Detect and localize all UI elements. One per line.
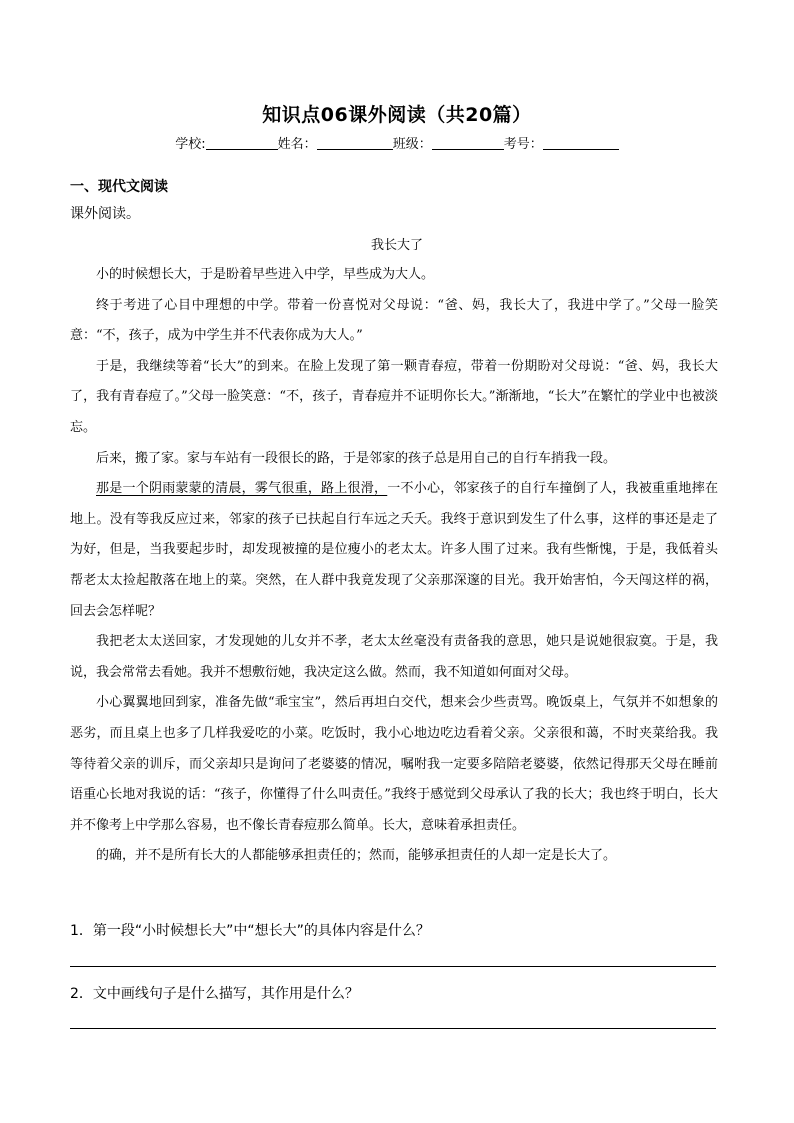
answer-line-1[interactable]: [70, 966, 716, 967]
section-heading: 一、现代文阅读: [70, 179, 168, 195]
section-instruction: 课外阅读。: [70, 206, 140, 222]
passage-paragraph: 于是，我继续等着“长大”的到来。在脸上发现了第一颗青春痘，带着一份期盼对父母说：“爸、妈，我长大了，我有青春痘了。”父母一脸笑意：“不，孩子，青春痘并不证明你长大。”渐渐地，“长大”在繁忙的学业中也被淡忘。: [70, 358, 718, 435]
school-field[interactable]: [206, 136, 278, 150]
passage-body: [70, 260, 718, 872]
passage-paragraph: 小的时候想长大，于是盼着早些进入中学，早些成为大人。: [96, 267, 435, 282]
class-field[interactable]: [432, 136, 504, 150]
passage-paragraph: 的确，并不是所有长大的人都能够承担责任的；然而，能够承担责任的人却一定是长大了。: [96, 848, 617, 864]
passage-paragraph: 后来，搬了家。家与车站有一段很长的路，于是邻家的孩子总是用自己的自行车捎我一段。: [96, 450, 617, 466]
passage-title: 我长大了: [370, 238, 423, 253]
passage-paragraph: 我把老太太送回家，才发现她的儿女并不孝，老太太丝毫没有责备我的意思，她只是说她很寂寞。于是，我说，我会常常去看她。我并不想敷衍她，我决定这么做。然而，我不知道如何面对父母。: [70, 634, 718, 680]
exam-number-field[interactable]: [543, 136, 619, 150]
paragraph-rest: 一不小心，邻家孩子的自行车撞倒了人，我被重重地摔在地上。没有等我反应过来，邻家的孩子已扶起自行车远之夭夭。我终于意识到发生了什么事，这样的事还是走了为好，但是，当我要起步时，却发现被撞的是位瘦小的老太太。许多人围了过来。我有些惭愧，于是，我低着头帮老太太捡起散落在地上的菜。突然，在人群中我竟发现了父亲那深邃的目光。我开始害怕，今天闯这样的祸，回去会怎样呢？: [70, 481, 718, 619]
name-label: 姓名：: [277, 137, 317, 152]
underlined-sentence: 那是一个阴雨蒙蒙的清晨，雾气很重，路上很滑，: [96, 481, 388, 497]
school-label: 学校:: [175, 137, 206, 152]
exam-number-label: 考号：: [503, 137, 543, 152]
passage-paragraph: 终于考进了心目中理想的中学。带着一份喜悦对父母说：“爸、妈，我长大了，我进中学了。”父母一脸笑意：“不，孩子，成为中学生并不代表你成为大人。”: [70, 297, 718, 344]
answer-line-2[interactable]: [70, 1028, 716, 1029]
class-label: 班级：: [392, 137, 432, 152]
question-2: 2．文中画线句子是什么描写，其作用是什么？: [70, 986, 359, 1002]
passage-paragraph: [70, 474, 718, 627]
passage-paragraph: 小心翼翼地回到家，准备先做“乖宝宝”，然后再坦白交代，想来会少些责骂。晚饭桌上，气氛并不如想象的恶劣，而且桌上也多了几样我爱吃的小菜。吃饭时，我小心地边吃边看着父亲。父亲很和蔼，不时夹菜给我。我等待着父亲的训斥，而父亲却只是询问了老婆婆的情况，嘱咐我一定要多陪陪老婆婆，依然记得那天父母在睡前语重心长地对我说的话：“孩子，你懂得了什么叫责任。”我终于感觉到父母承认了我的长大；我也终于明白，长大并不像考上中学那么容易，也不像长青春痘那么简单。长大，意味着承担责任。: [70, 695, 718, 833]
student-info-line: [0, 133, 794, 152]
question-1: 1．第一段“小时候想长大”中“想长大”的具体内容是什么？: [70, 923, 430, 939]
document-title: 知识点06课外阅读（共20篇）: [262, 104, 532, 126]
name-field[interactable]: [317, 136, 393, 150]
